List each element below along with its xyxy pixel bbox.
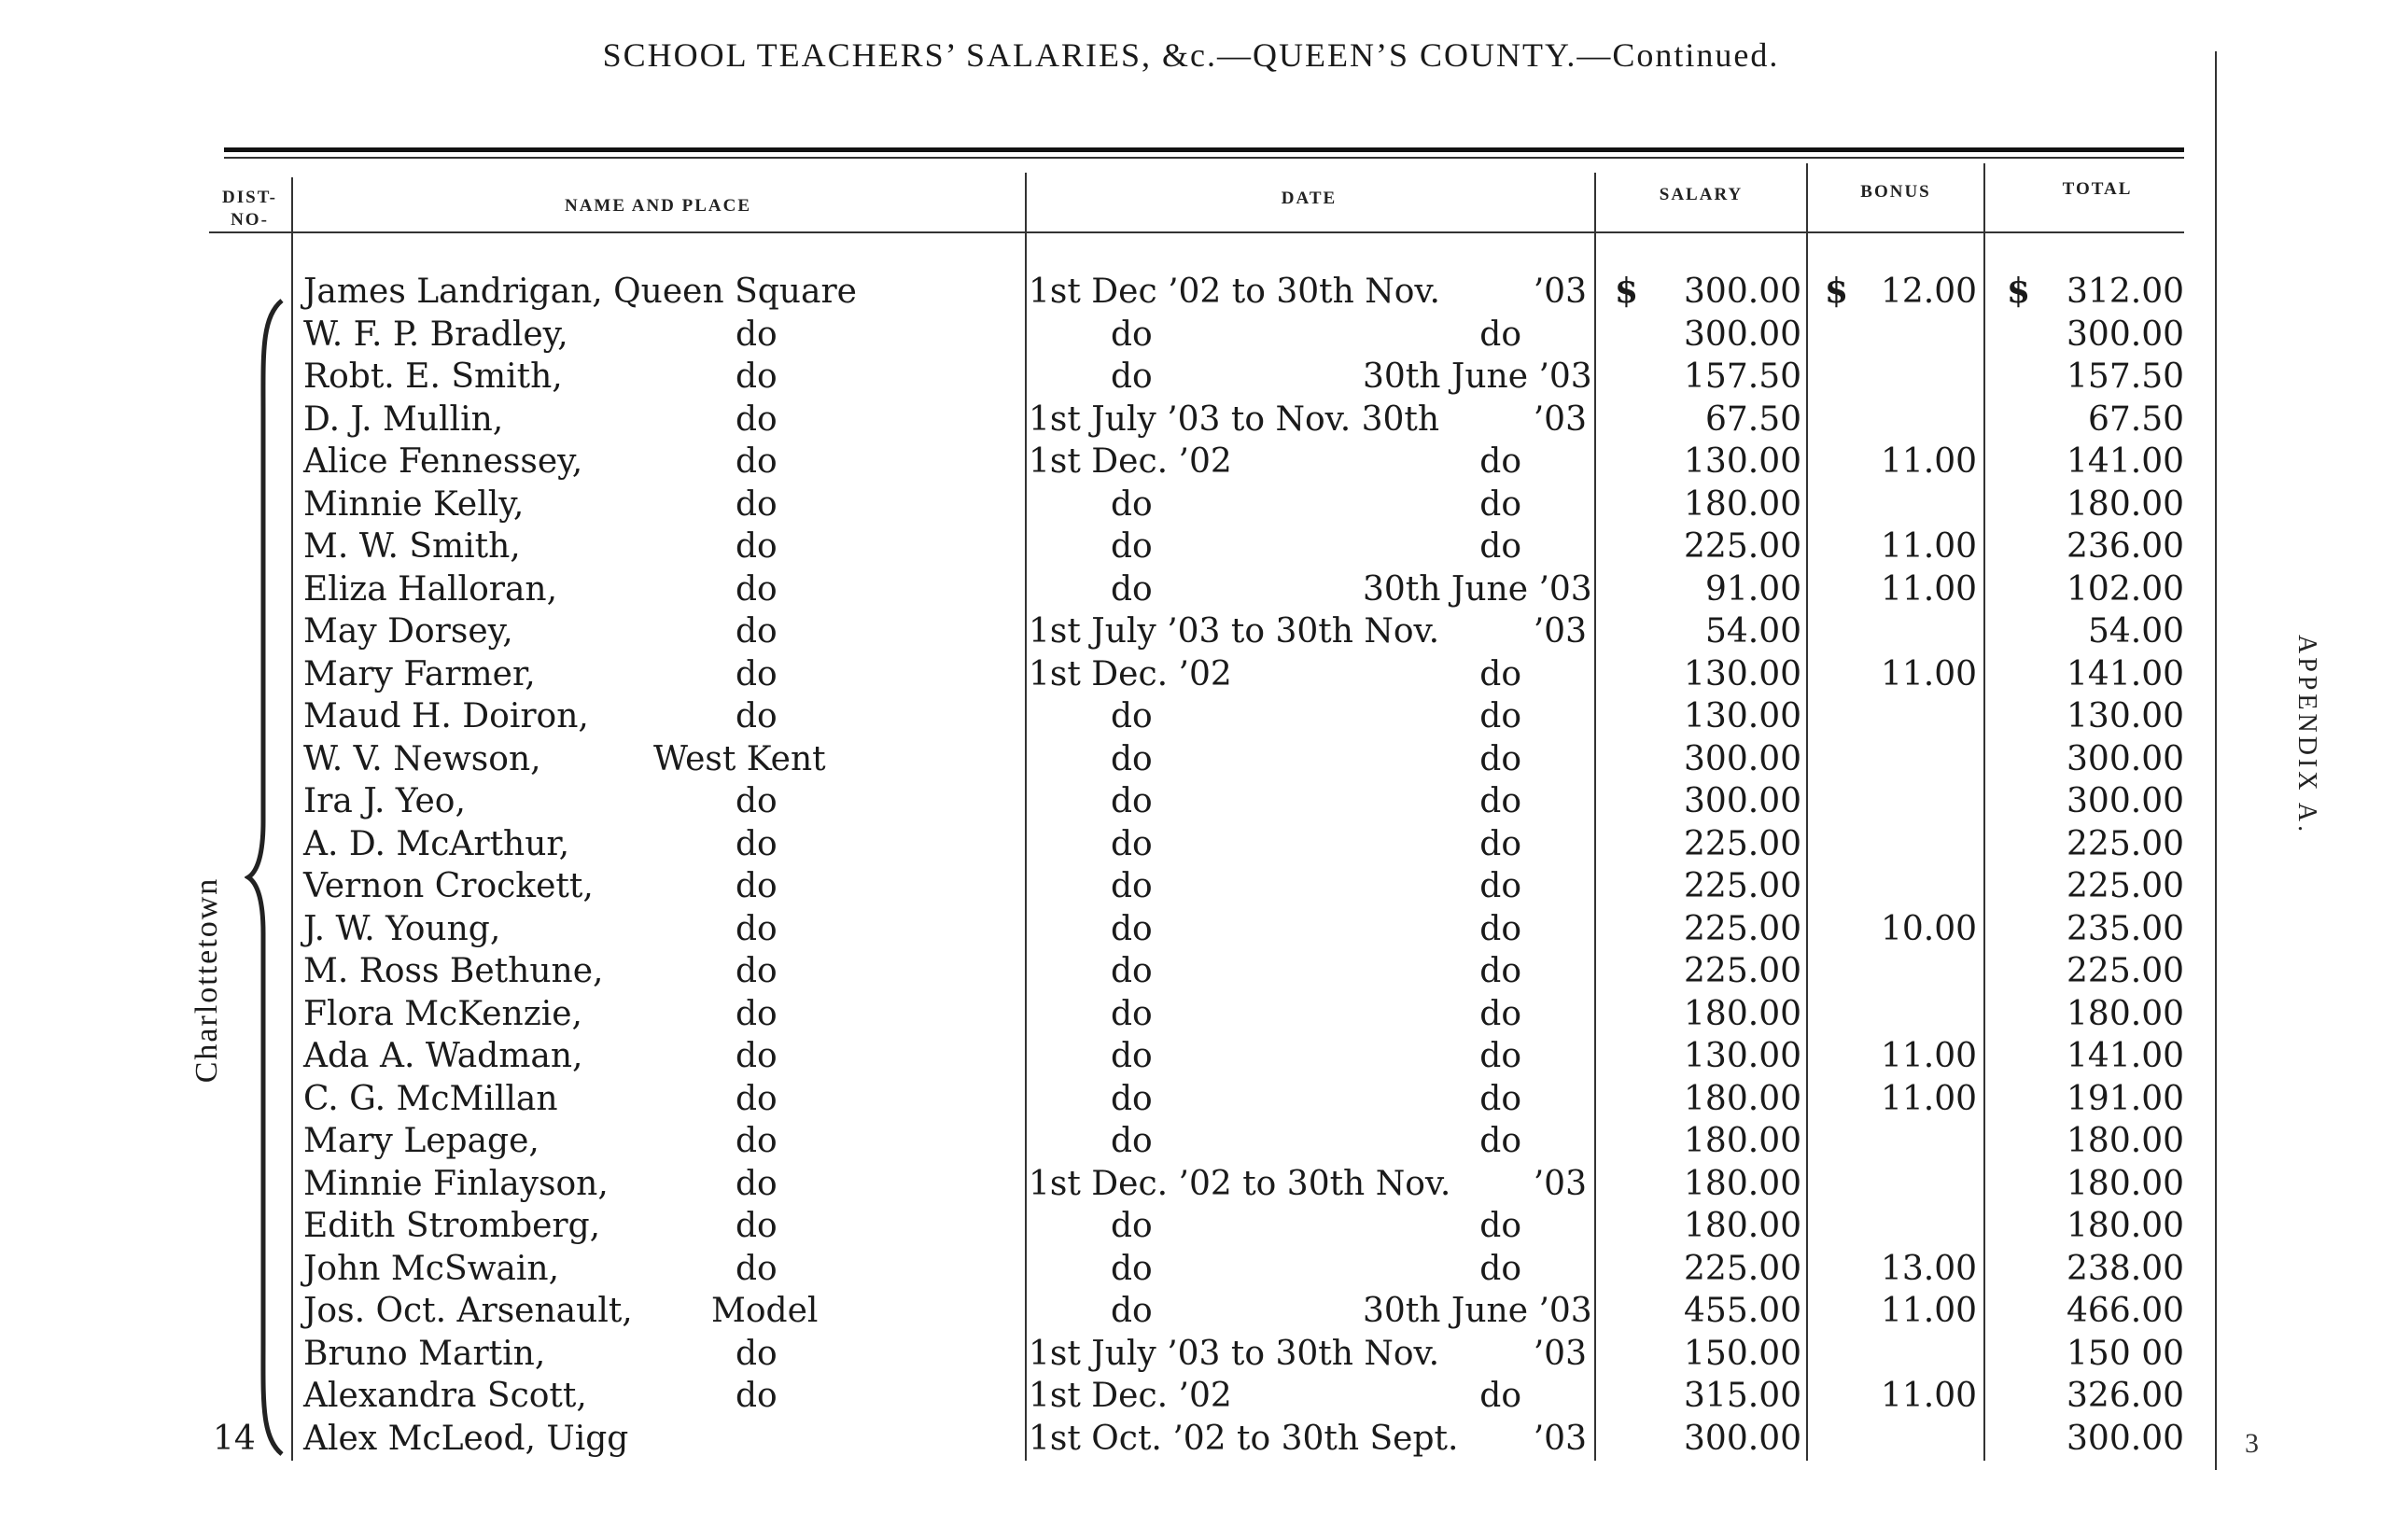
date-to: do xyxy=(1479,1122,1521,1160)
bonus-value: 12.00 xyxy=(1880,273,1977,311)
bonus-value: 11.00 xyxy=(1880,654,1977,693)
date-from: 1st July ’03 to 30th Nov. xyxy=(1029,612,1440,651)
total-value: 225.00 xyxy=(2067,952,2184,990)
table-row xyxy=(0,780,2240,822)
table-row xyxy=(0,568,2240,610)
table-row xyxy=(0,865,2240,907)
page-number: 3 xyxy=(2245,1428,2259,1459)
date-from: 1st July ’03 to Nov. 30th xyxy=(1029,399,1440,439)
date-to: do xyxy=(1479,1037,1521,1075)
date-from: do xyxy=(1111,867,1153,905)
teacher-name: Ada A. Wadman, xyxy=(303,1037,583,1075)
salary-value: 130.00 xyxy=(1684,1037,1801,1075)
total-value: 141.00 xyxy=(2067,442,2184,481)
teacher-name: Alex McLeod, Uigg xyxy=(303,1419,629,1458)
bonus-value: 11.00 xyxy=(1880,1079,1977,1118)
teacher-place: do xyxy=(736,1249,778,1288)
total-value: 300.00 xyxy=(2067,782,2184,820)
teacher-name: Alexandra Scott, xyxy=(303,1377,587,1415)
dollar-sign: $ xyxy=(1615,272,1639,311)
teacher-name: M. W. Smith, xyxy=(303,527,521,566)
date-from: do xyxy=(1111,824,1153,863)
date-from: do xyxy=(1111,1122,1153,1160)
total-value: 102.00 xyxy=(2067,569,2184,609)
teacher-name: Mary Lepage, xyxy=(303,1122,539,1160)
table-row xyxy=(0,483,2240,525)
header-bonus: BONUS xyxy=(1860,182,1931,202)
salary-value: 300.00 xyxy=(1684,315,1801,354)
salary-value: 67.50 xyxy=(1704,399,1801,439)
teacher-place: do xyxy=(736,952,778,990)
table-row xyxy=(0,653,2240,695)
date-to: do xyxy=(1479,867,1521,905)
table-row xyxy=(0,1375,2240,1417)
teacher-place: do xyxy=(736,442,778,481)
top-rule-thin xyxy=(224,157,2184,159)
total-value: 225.00 xyxy=(2067,867,2184,905)
table-row xyxy=(0,1418,2240,1460)
date-from: do xyxy=(1111,527,1153,566)
date-from: 1st Dec. ’02 xyxy=(1029,1377,1232,1415)
table-row xyxy=(0,1120,2240,1162)
salary-value: 180.00 xyxy=(1684,484,1801,524)
total-value: 300.00 xyxy=(2067,315,2184,354)
total-value: 180.00 xyxy=(2067,1122,2184,1160)
date-to: do xyxy=(1479,442,1521,481)
total-value: 54.00 xyxy=(2087,612,2184,651)
table-row xyxy=(0,610,2240,652)
total-value: 225.00 xyxy=(2067,824,2184,863)
table-row xyxy=(0,271,2240,313)
date-from: do xyxy=(1111,1292,1153,1330)
table-row xyxy=(0,1078,2240,1120)
table-row xyxy=(0,1035,2240,1077)
salary-value: 54.00 xyxy=(1704,612,1801,651)
teacher-place: do xyxy=(736,909,778,948)
date-to: ’03 xyxy=(1533,1164,1587,1203)
teacher-place: do xyxy=(736,527,778,566)
teacher-place: do xyxy=(736,697,778,735)
total-value: 235.00 xyxy=(2067,909,2184,948)
teacher-place: do xyxy=(736,994,778,1033)
bonus-value: 11.00 xyxy=(1880,527,1977,566)
date-to: do xyxy=(1479,484,1521,524)
table-row xyxy=(0,738,2240,780)
table-row xyxy=(0,1333,2240,1375)
date-to: do xyxy=(1479,315,1521,354)
teacher-place: do xyxy=(736,357,778,396)
date-to: 30th June ’03 xyxy=(1363,1292,1592,1330)
bonus-value: 11.00 xyxy=(1880,1377,1977,1415)
bonus-value: 11.00 xyxy=(1880,1037,1977,1075)
teacher-place: do xyxy=(736,569,778,609)
appendix-label: APPENDIX A. xyxy=(2292,635,2321,836)
teacher-name: Alice Fennessey, xyxy=(303,442,583,481)
total-value: 300.00 xyxy=(2067,1419,2184,1458)
teacher-place: West Kent xyxy=(653,739,826,778)
page-title: SCHOOL TEACHERS’ SALARIES, &c.—QUEEN’S COUNTY.—Continued. xyxy=(602,36,1780,74)
date-to: do xyxy=(1479,1377,1521,1415)
teacher-name: D. J. Mullin, xyxy=(303,399,504,439)
teacher-name: W. F. P. Bradley, xyxy=(303,315,568,354)
total-value: 300.00 xyxy=(2067,739,2184,778)
dollar-sign: $ xyxy=(2007,272,2031,311)
dollar-sign: $ xyxy=(1825,272,1849,311)
teacher-place: do xyxy=(736,1334,778,1373)
table-row xyxy=(0,1163,2240,1205)
total-value: 150 00 xyxy=(2067,1334,2184,1373)
header-name-and-place: NAME AND PLACE xyxy=(564,196,752,216)
bonus-value: 10.00 xyxy=(1880,909,1977,948)
teacher-name: Minnie Kelly, xyxy=(303,484,525,524)
salary-value: 180.00 xyxy=(1684,1164,1801,1203)
date-to: do xyxy=(1479,909,1521,948)
teacher-name: Ira J. Yeo, xyxy=(303,782,466,820)
total-value: 180.00 xyxy=(2067,994,2184,1033)
date-from: do xyxy=(1111,1249,1153,1288)
date-to: ’03 xyxy=(1533,1419,1587,1458)
salary-value: 91.00 xyxy=(1704,569,1801,609)
date-from: do xyxy=(1111,782,1153,820)
total-value: 238.00 xyxy=(2067,1249,2184,1288)
date-to: do xyxy=(1479,1079,1521,1118)
date-from: do xyxy=(1111,952,1153,990)
date-from: do xyxy=(1111,994,1153,1033)
teacher-name: Maud H. Doiron, xyxy=(303,697,589,735)
salary-value: 455.00 xyxy=(1684,1292,1801,1330)
date-to: do xyxy=(1479,697,1521,735)
salary-value: 180.00 xyxy=(1684,994,1801,1033)
date-from: do xyxy=(1111,1079,1153,1118)
table-row xyxy=(0,950,2240,992)
date-from: do xyxy=(1111,1207,1153,1245)
teacher-place: do xyxy=(736,612,778,651)
date-from: do xyxy=(1111,484,1153,524)
date-from: 1st Oct. ’02 to 30th Sept. xyxy=(1029,1419,1459,1458)
date-from: 1st July ’03 to 30th Nov. xyxy=(1029,1334,1440,1373)
teacher-place: do xyxy=(736,1164,778,1203)
date-from: 1st Dec. ’02 to 30th Nov. xyxy=(1029,1164,1451,1203)
teacher-place: do xyxy=(736,654,778,693)
salary-value: 225.00 xyxy=(1684,527,1801,566)
salary-value: 300.00 xyxy=(1684,1419,1801,1458)
teacher-name: James Landrigan, Queen Square xyxy=(303,273,857,311)
date-from: 1st Dec. ’02 xyxy=(1029,654,1232,693)
salary-value: 225.00 xyxy=(1684,952,1801,990)
header-total: TOTAL xyxy=(2062,179,2133,199)
teacher-name: Bruno Martin, xyxy=(303,1334,546,1373)
salary-value: 180.00 xyxy=(1684,1207,1801,1245)
table-row xyxy=(0,1290,2240,1332)
date-from: do xyxy=(1111,697,1153,735)
teacher-name: Vernon Crockett, xyxy=(303,867,594,905)
teacher-place: do xyxy=(736,782,778,820)
table-row xyxy=(0,314,2240,356)
salary-value: 300.00 xyxy=(1684,273,1801,311)
teacher-name: A. D. McArthur, xyxy=(303,824,570,863)
teacher-name: Robt. E. Smith, xyxy=(303,357,563,396)
teacher-place: do xyxy=(736,484,778,524)
date-to: do xyxy=(1479,824,1521,863)
date-to: do xyxy=(1479,654,1521,693)
date-from: do xyxy=(1111,909,1153,948)
date-to: 30th June ’03 xyxy=(1363,569,1592,609)
table-row xyxy=(0,993,2240,1035)
date-from: do xyxy=(1111,1037,1153,1075)
total-value: 191.00 xyxy=(2067,1079,2184,1118)
total-value: 312.00 xyxy=(2067,273,2184,311)
date-to: ’03 xyxy=(1533,399,1587,439)
table-row xyxy=(0,356,2240,398)
salary-value: 150.00 xyxy=(1684,1334,1801,1373)
total-value: 157.50 xyxy=(2067,357,2184,396)
date-to: do xyxy=(1479,1207,1521,1245)
date-from: 1st Dec. ’02 xyxy=(1029,442,1232,481)
date-to: do xyxy=(1479,527,1521,566)
header-dist-no: DIST- NO- xyxy=(222,188,277,230)
bonus-value: 13.00 xyxy=(1880,1249,1977,1288)
table-row xyxy=(0,695,2240,737)
total-value: 236.00 xyxy=(2067,527,2184,566)
header-date: DATE xyxy=(1281,189,1338,208)
total-value: 141.00 xyxy=(2067,654,2184,693)
teacher-place: do xyxy=(736,1207,778,1245)
table-row xyxy=(0,441,2240,483)
salary-value: 130.00 xyxy=(1684,442,1801,481)
total-value: 326.00 xyxy=(2067,1377,2184,1415)
total-value: 180.00 xyxy=(2067,1207,2184,1245)
teacher-name: Minnie Finlayson, xyxy=(303,1164,609,1203)
table-row xyxy=(0,1248,2240,1290)
salary-value: 225.00 xyxy=(1684,867,1801,905)
date-to: do xyxy=(1479,1249,1521,1288)
table-row xyxy=(0,823,2240,865)
date-from: do xyxy=(1111,357,1153,396)
teacher-name: May Dorsey, xyxy=(303,612,513,651)
salary-value: 130.00 xyxy=(1684,697,1801,735)
date-from: do xyxy=(1111,739,1153,778)
date-to: do xyxy=(1479,739,1521,778)
bonus-value: 11.00 xyxy=(1880,569,1977,609)
table-row xyxy=(0,399,2240,441)
teacher-name: Flora McKenzie, xyxy=(303,994,582,1033)
teacher-place: do xyxy=(736,867,778,905)
teacher-name: J. W. Young, xyxy=(303,909,501,948)
salary-value: 130.00 xyxy=(1684,654,1801,693)
total-value: 466.00 xyxy=(2067,1292,2184,1330)
district-number: 14 xyxy=(213,1419,256,1458)
total-value: 180.00 xyxy=(2067,484,2184,524)
teacher-place: do xyxy=(736,824,778,863)
bonus-value: 11.00 xyxy=(1880,442,1977,481)
teacher-name: Mary Farmer, xyxy=(303,654,536,693)
teacher-place: do xyxy=(736,1079,778,1118)
total-value: 141.00 xyxy=(2067,1037,2184,1075)
teacher-place: do xyxy=(736,399,778,439)
teacher-name: W. V. Newson, xyxy=(303,739,541,778)
header-rule xyxy=(209,231,2184,233)
teacher-place: do xyxy=(736,1037,778,1075)
date-to: ’03 xyxy=(1533,273,1587,311)
date-from: do xyxy=(1111,569,1153,609)
teacher-place: do xyxy=(736,1377,778,1415)
teacher-name: Eliza Halloran, xyxy=(303,569,558,609)
total-value: 130.00 xyxy=(2067,697,2184,735)
teacher-place: Model xyxy=(711,1292,819,1330)
teacher-name: M. Ross Bethune, xyxy=(303,952,604,990)
salary-value: 300.00 xyxy=(1684,739,1801,778)
salary-value: 225.00 xyxy=(1684,909,1801,948)
total-value: 67.50 xyxy=(2087,399,2184,439)
teacher-name: C. G. McMillan xyxy=(303,1079,558,1118)
header-salary: SALARY xyxy=(1659,185,1744,204)
date-to: do xyxy=(1479,952,1521,990)
salary-value: 157.50 xyxy=(1684,357,1801,396)
date-to: do xyxy=(1479,994,1521,1033)
table-row xyxy=(0,525,2240,567)
top-rule xyxy=(224,147,2184,152)
salary-value: 225.00 xyxy=(1684,1249,1801,1288)
salary-value: 180.00 xyxy=(1684,1122,1801,1160)
date-to: ’03 xyxy=(1533,1334,1587,1373)
teacher-name: Edith Stromberg, xyxy=(303,1207,601,1245)
teacher-name: Jos. Oct. Arsenault, xyxy=(303,1292,633,1330)
teacher-place: do xyxy=(736,1122,778,1160)
date-to: 30th June ’03 xyxy=(1363,357,1592,396)
total-value: 180.00 xyxy=(2067,1164,2184,1203)
salary-value: 225.00 xyxy=(1684,824,1801,863)
date-to: do xyxy=(1479,782,1521,820)
date-from: do xyxy=(1111,315,1153,354)
date-to: ’03 xyxy=(1533,612,1587,651)
salary-value: 180.00 xyxy=(1684,1079,1801,1118)
teacher-place: do xyxy=(736,315,778,354)
salary-value: 315.00 xyxy=(1684,1377,1801,1415)
salary-value: 300.00 xyxy=(1684,782,1801,820)
table-row xyxy=(0,908,2240,950)
table-row xyxy=(0,1205,2240,1247)
date-from: 1st Dec ’02 to 30th Nov. xyxy=(1029,273,1440,311)
bonus-value: 11.00 xyxy=(1880,1292,1977,1330)
teacher-name: John McSwain, xyxy=(303,1249,560,1288)
